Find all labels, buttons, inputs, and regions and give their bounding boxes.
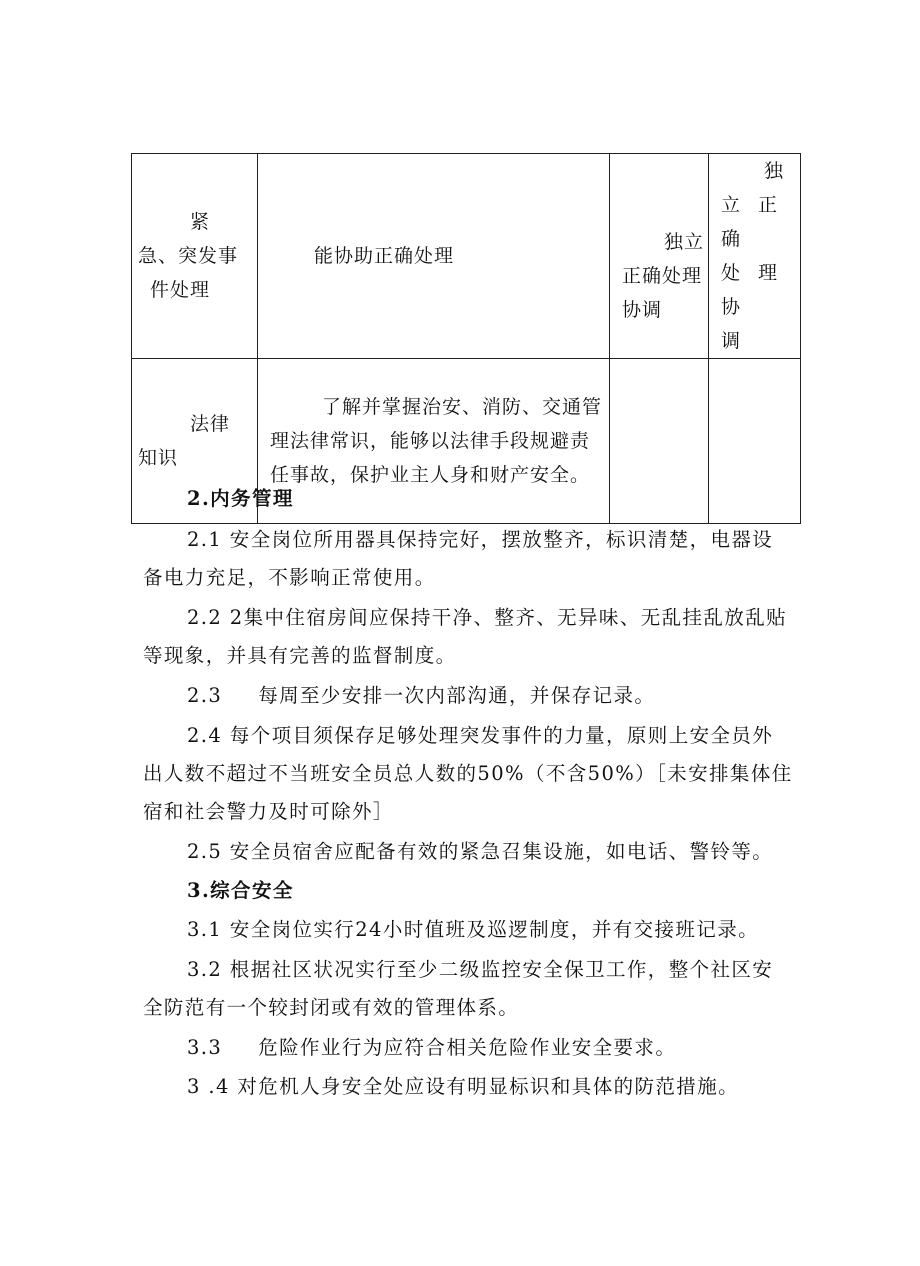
category-line: 紧 — [190, 211, 211, 233]
level-line: 调 — [721, 330, 742, 352]
paragraph-line: 宿和社会警力及时可除外］ — [143, 800, 394, 823]
description-line: 了解并掌握治安、消防、交通管 — [322, 396, 603, 418]
category-line: 法律 — [190, 413, 231, 435]
description-line: 理法律常识，能够以法律手段规避责 — [270, 430, 591, 452]
level-cell — [709, 154, 801, 359]
paragraph-line: 3.2 根据社区状况实行至少二级监控安全保卫工作，整个社区安 — [187, 958, 774, 981]
paragraph-line: 2.1 安全岗位所用器具保持完好，摆放整齐，标识清楚，电器设 — [187, 528, 774, 551]
paragraph-line — [187, 1029, 837, 1067]
paragraph-line: 2.4 每个项目须保存足够处理突发事件的力量，原则上安全员外 — [187, 724, 774, 747]
paragraph-number: 3.3 — [187, 1036, 223, 1059]
paragraph-line: 全防范有一个较封闭或有效的管理体系。 — [143, 996, 520, 1019]
level-line: 独 — [763, 160, 784, 182]
category-line: 件处理 — [150, 279, 211, 301]
paragraph-text: 危险作业行为应符合相关危险作业安全要求。 — [258, 1036, 677, 1059]
category-line: 知识 — [138, 447, 179, 469]
paragraph-line: 等现象，并具有完善的监督制度。 — [143, 644, 457, 667]
requirements-table — [131, 153, 801, 524]
section-heading: 3.综合安全 — [187, 879, 294, 902]
level-line: 正确处理 — [622, 265, 703, 287]
paragraph-line — [187, 677, 837, 715]
paragraph-line: 出人数不超过不当班安全员总人数的50%（不含50%）［未安排集体住 — [143, 762, 793, 785]
paragraph-text: 每周至少安排一次内部沟通，并保存记录。 — [258, 684, 656, 707]
level-line: 立 正 确 — [721, 194, 784, 250]
paragraph-line: 2.2 2集中住宿房间应保持干净、整齐、无异味、无乱挂乱放乱贴 — [187, 606, 788, 629]
level-line: 处 理 协 — [721, 262, 784, 318]
category-line: 急、突发事 — [138, 245, 239, 267]
description-line: 任事故，保护业主人身和财产安全。 — [270, 464, 591, 486]
paragraph-line: 3 .4 对危机人身安全处应设有明显标识和具体的防范措施。 — [187, 1075, 740, 1098]
description-text: 能协助正确处理 — [314, 245, 455, 267]
paragraph-line: 3.1 安全岗位实行24小时值班及巡逻制度，并有交接班记录。 — [187, 918, 760, 941]
level-line: 协调 — [622, 299, 663, 321]
category-cell — [132, 154, 258, 359]
paragraph-number: 2.3 — [187, 684, 223, 707]
section-heading: 2.内务管理 — [187, 487, 294, 510]
level-cell — [610, 154, 709, 359]
table-row — [132, 154, 801, 359]
level-line: 独立 — [663, 231, 704, 253]
paragraph-line: 备电力充足，不影响正常使用。 — [143, 566, 436, 589]
paragraph-line: 2.5 安全员宿舍应配备有效的紧急召集设施，如电话、警铃等。 — [187, 840, 774, 863]
description-cell — [258, 154, 610, 359]
